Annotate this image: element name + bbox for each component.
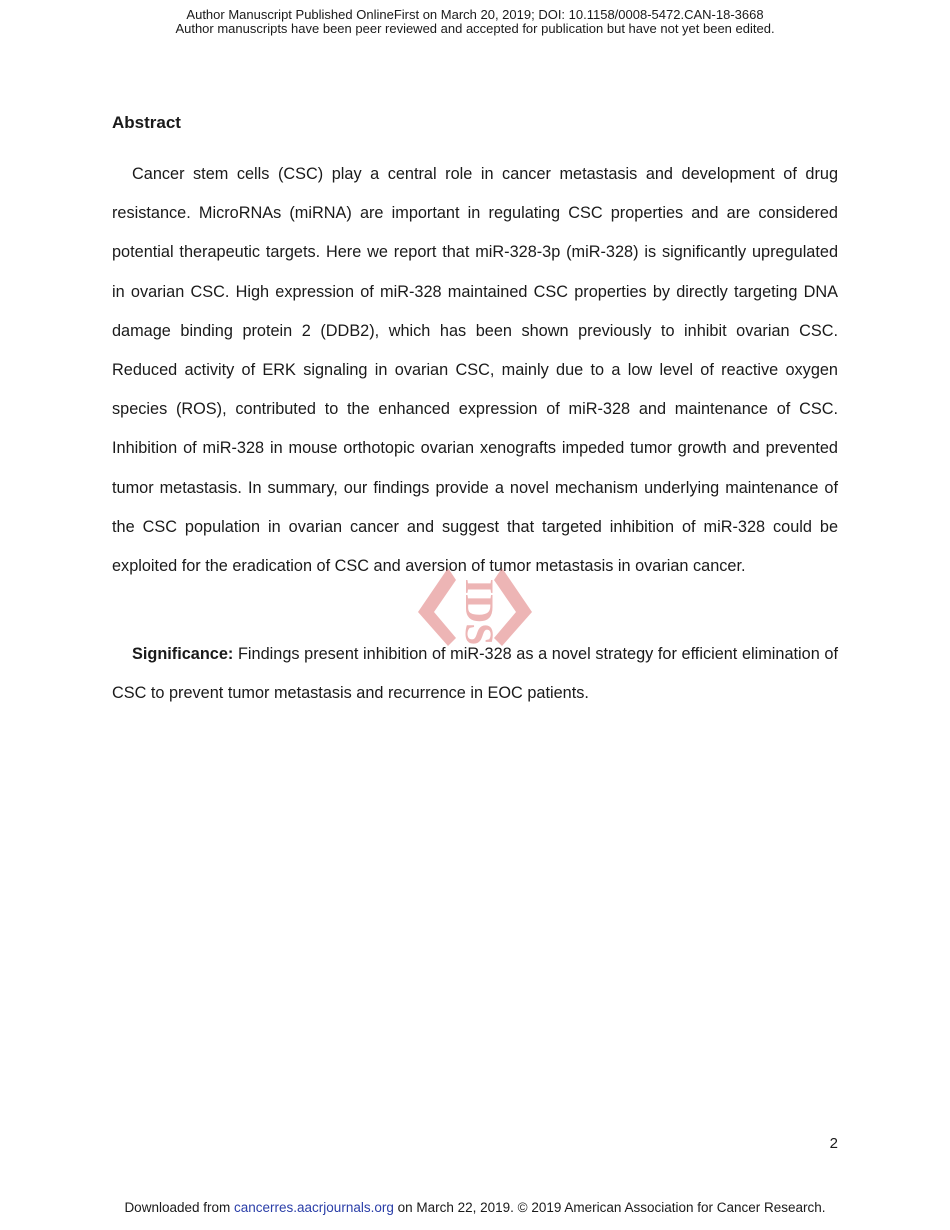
header-line-1: Author Manuscript Published OnlineFirst on March 20, 2019; DOI: 10.1158/0008-5472.CAN-18-3668 <box>186 7 764 22</box>
footer-suffix: on March 22, 2019. © 2019 American Association for Cancer Research. <box>397 1200 826 1215</box>
watermark-text: IDS <box>456 578 502 646</box>
page-number: 2 <box>829 1135 838 1152</box>
manuscript-header <box>0 8 950 36</box>
header-line-2: Author manuscripts have been peer reviewed and accepted for publication but have not yet been edited. <box>175 21 775 36</box>
journal-link[interactable]: cancerres.aacrjournals.org <box>234 1200 394 1215</box>
download-footer <box>0 1200 950 1215</box>
abstract-heading: Abstract <box>112 113 181 132</box>
significance-text: Findings present inhibition of miR-328 as a novel strategy for efficient elimination of CSC to prevent tumor metastasis and recurrence in EOC patients. <box>112 645 838 703</box>
significance-label: Significance: <box>132 645 234 663</box>
significance-paragraph <box>112 635 838 713</box>
footer-prefix: Downloaded from <box>124 1200 231 1215</box>
abstract-paragraph: Cancer stem cells (CSC) play a central role in cancer metastasis and development of drug resistance. MicroRNAs (miRNA) are important in regulating CSC properties and are considered potential therapeutic targets. Here we report that miR-328-3p (miR-328) is significantly upregulated in ovarian CSC. High expression of miR-328 maintained CSC properties by directly targeting DNA damage binding protein 2 (DDB2), which has been shown previously to inhibit ovarian CSC. Reduced activity of ERK signaling in ovarian CSC, mainly due to a low level of reactive oxygen species (ROS), contributed to the enhanced expression of miR-328 and maintenance of CSC. Inhibition of miR-328 in mouse orthotopic ovarian xenografts impeded tumor growth and prevented tumor metastasis. In summary, our findings provide a novel mechanism underlying maintenance of the CSC population in ovarian cancer and suggest that targeted inhibition of miR-328 could be exploited for the eradication of CSC and aversion of tumor metastasis in ovarian cancer. <box>112 165 838 576</box>
